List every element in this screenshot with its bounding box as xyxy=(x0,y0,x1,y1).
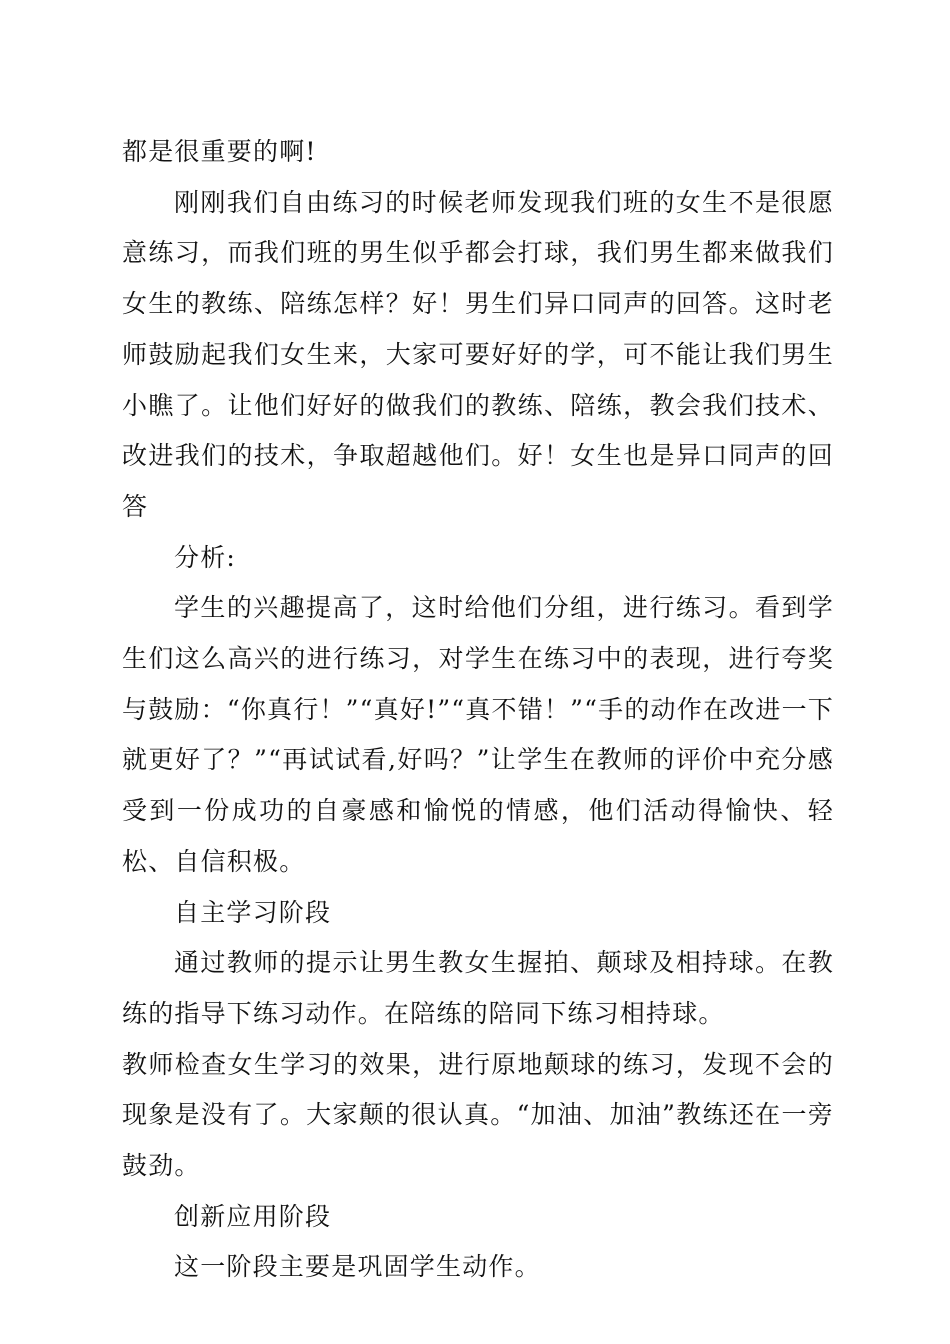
paragraph-analysis: 学生的兴趣提高了，这时给他们分组，进行练习。看到学生们这么高兴的进行练习，对学生在练习中的表现，进行夸奖与鼓励：“你真行！”“真好!”“真不错！”“手的动作在改进一下就更好了？”“再试试看,好吗？”让学生在教师的评价中充分感受到一份成功的自豪感和愉悦的情感，他们活动得愉快、轻松、自信积极。 xyxy=(122,593,834,876)
paragraph-continuation: 都是很重要的啊! xyxy=(122,137,317,166)
heading-self-study: 自主学习阶段 xyxy=(174,897,332,927)
paragraph-teacher-check: 教师检查女生学习的效果，进行原地颠球的练习，发现不会的现象是没有了。大家颠的很认真。“加油、加油”教练还在一旁鼓劲。 xyxy=(122,1049,834,1181)
paragraph-story: 刚刚我们自由练习的时候老师发现我们班的女生不是很愿意练习，而我们班的男生似乎都会打球，我们男生都来做我们女生的教练、陪练怎样？好！男生们异口同声的回答。这时老师鼓励起我们女生来，大家可要好好的学，可不能让我们男生小瞧了。让他们好好的做我们的教练、陪练，教会我们技术、改进我们的技术，争取超越他们。好！女生也是异口同声的回答 xyxy=(122,187,834,521)
paragraph-self-study: 通过教师的提示让男生教女生握拍、颠球及相持球。在教练的指导下练习动作。在陪练的陪同下练习相持球。 xyxy=(122,948,834,1028)
heading-innovation: 创新应用阶段 xyxy=(174,1201,332,1231)
paragraph-innovation: 这一阶段主要是巩固学生动作。 xyxy=(174,1252,541,1282)
document-body xyxy=(122,127,834,1293)
heading-analysis: 分析: xyxy=(174,542,237,572)
